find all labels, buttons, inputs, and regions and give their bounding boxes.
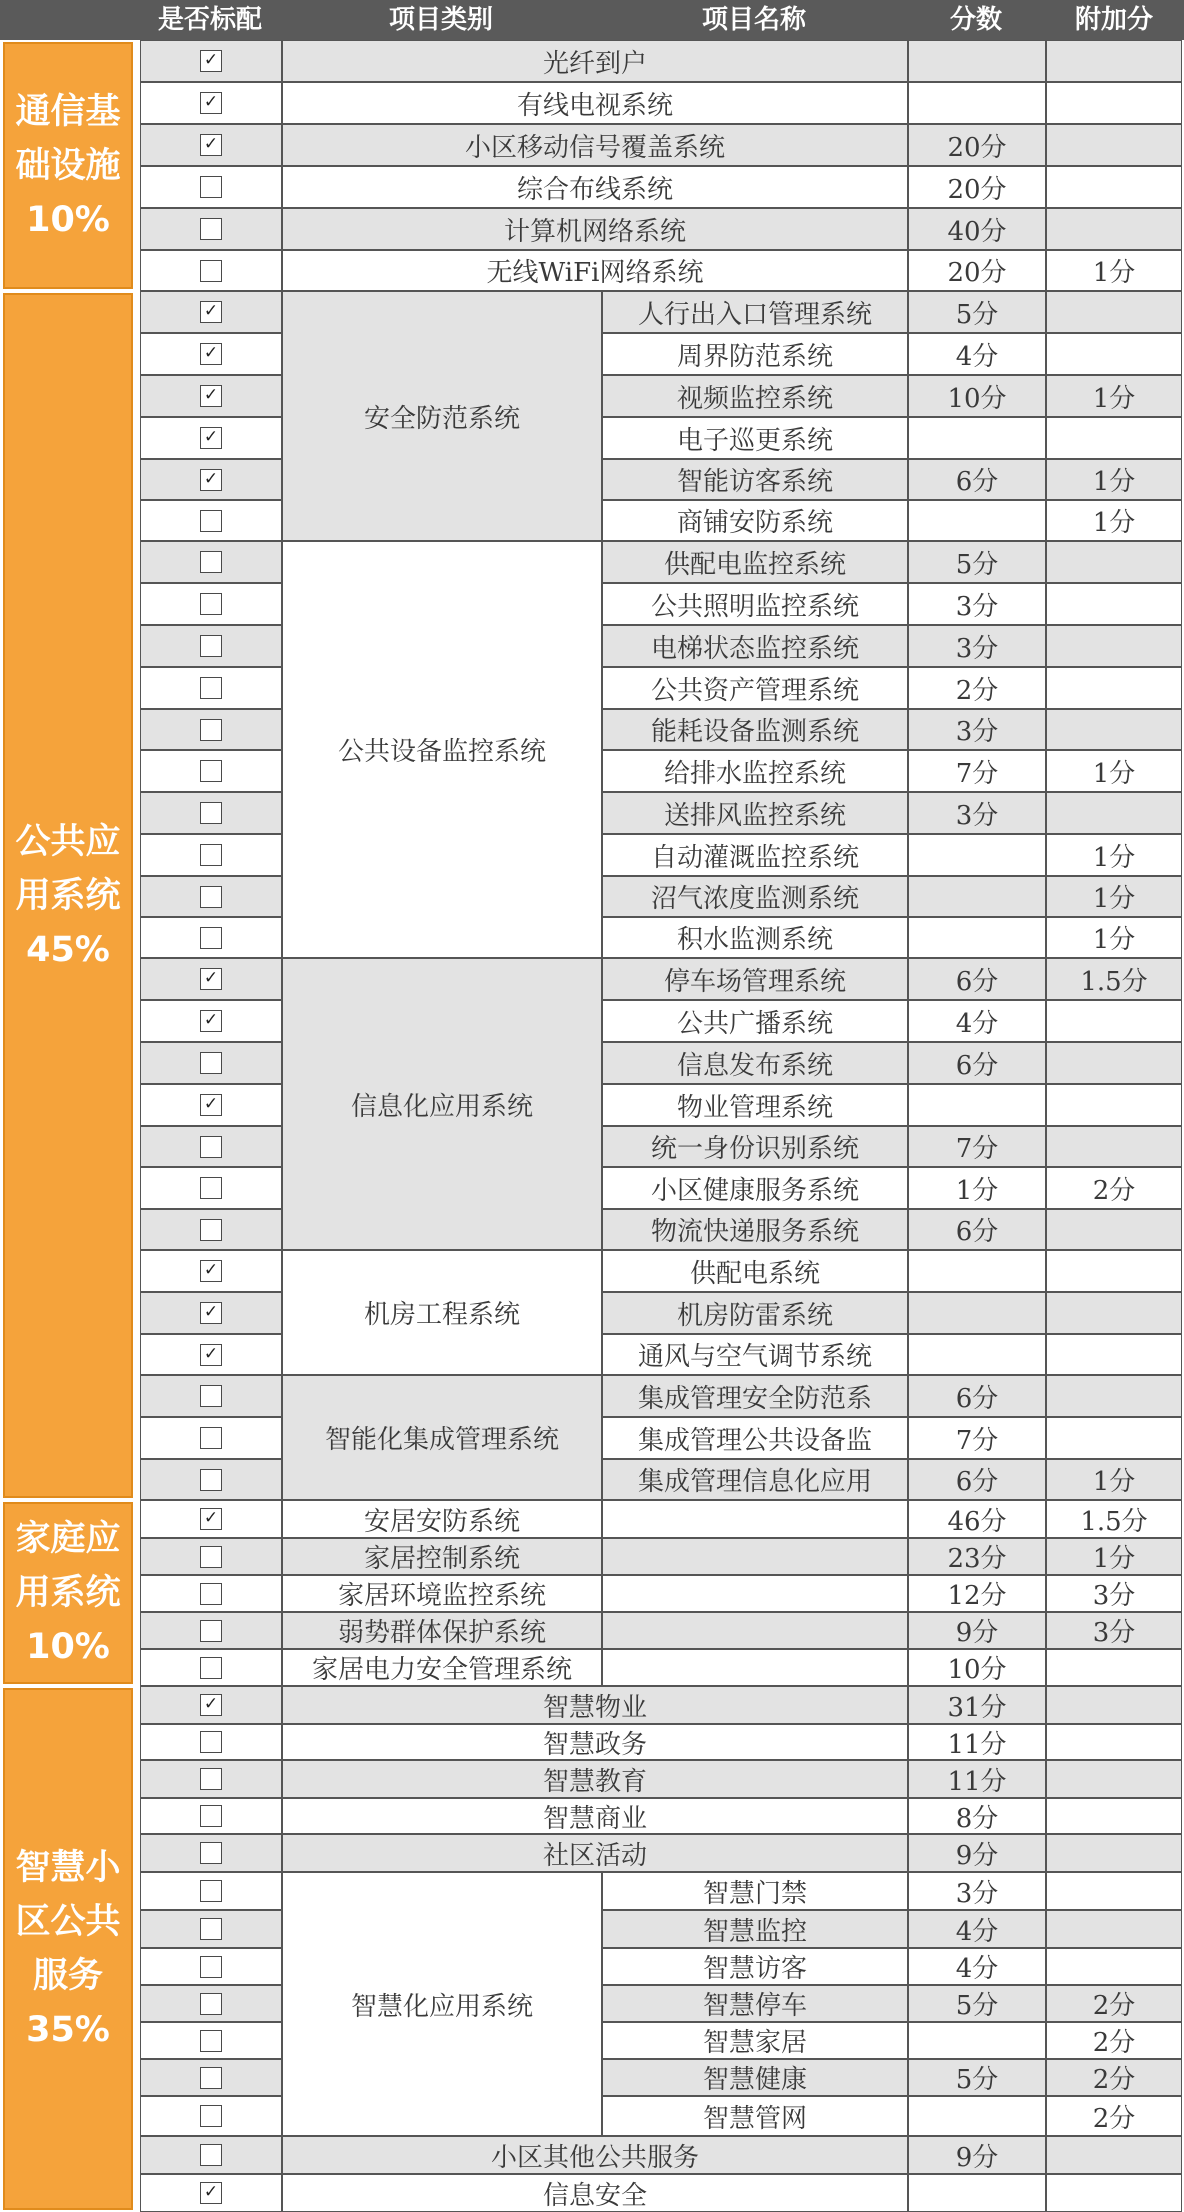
item-name: 小区健康服务系统 bbox=[602, 1167, 908, 1209]
item-bonus: 2分 bbox=[1046, 2059, 1182, 2096]
item-bonus bbox=[1046, 792, 1182, 834]
item-bonus bbox=[1046, 1417, 1182, 1459]
item-bonus bbox=[1046, 1375, 1182, 1417]
item-score bbox=[908, 876, 1046, 917]
checked-checkbox[interactable]: ✓ bbox=[200, 301, 222, 323]
item-name: 周界防范系统 bbox=[602, 333, 908, 375]
unchecked-checkbox[interactable] bbox=[200, 1880, 222, 1902]
item-score: 3分 bbox=[908, 625, 1046, 667]
item-score: 10分 bbox=[908, 1649, 1046, 1686]
checked-checkbox[interactable]: ✓ bbox=[200, 1010, 222, 1032]
section-label bbox=[3, 293, 133, 1498]
item-score bbox=[908, 417, 1046, 459]
checked-checkbox[interactable]: ✓ bbox=[200, 469, 222, 491]
item-name: 集成管理信息化应用 bbox=[602, 1459, 908, 1500]
checked-checkbox[interactable]: ✓ bbox=[200, 343, 222, 365]
unchecked-checkbox[interactable] bbox=[200, 635, 222, 657]
unchecked-checkbox[interactable] bbox=[200, 927, 222, 949]
standard-checkbox-cell bbox=[140, 1209, 282, 1250]
category-label: 智慧化应用系统 bbox=[282, 1872, 602, 2136]
checked-checkbox[interactable]: ✓ bbox=[200, 2182, 222, 2204]
standard-checkbox-cell bbox=[140, 417, 282, 459]
item-name: 通风与空气调节系统 bbox=[602, 1334, 908, 1375]
header-bonus: 附加分 bbox=[1074, 5, 1153, 35]
unchecked-checkbox[interactable] bbox=[200, 218, 222, 240]
item-score bbox=[908, 1084, 1046, 1126]
item-name: 能耗设备监测系统 bbox=[602, 709, 908, 750]
standard-checkbox-cell bbox=[140, 166, 282, 208]
item-score: 7分 bbox=[908, 750, 1046, 792]
item-bonus bbox=[1046, 291, 1182, 333]
category-label: 智能化集成管理系统 bbox=[282, 1375, 602, 1500]
standard-checkbox-cell bbox=[140, 500, 282, 541]
unchecked-checkbox[interactable] bbox=[200, 1136, 222, 1158]
unchecked-checkbox[interactable] bbox=[200, 2030, 222, 2052]
standard-checkbox-cell bbox=[140, 876, 282, 917]
item-bonus: 1分 bbox=[1046, 834, 1182, 876]
item-score: 8分 bbox=[908, 1798, 1046, 1834]
item-name: 智慧访客 bbox=[602, 1948, 908, 1985]
item-score bbox=[908, 2174, 1046, 2212]
standard-checkbox-cell bbox=[140, 1948, 282, 1985]
standard-checkbox-cell bbox=[140, 2174, 282, 2212]
standard-checkbox-cell bbox=[140, 709, 282, 750]
item-bonus: 1分 bbox=[1046, 375, 1182, 417]
standard-checkbox-cell bbox=[140, 1084, 282, 1126]
item-bonus: 1分 bbox=[1046, 500, 1182, 541]
item-bonus: 3分 bbox=[1046, 1612, 1182, 1649]
item-name: 送排风监控系统 bbox=[602, 792, 908, 834]
standard-checkbox-cell bbox=[140, 958, 282, 1000]
unchecked-checkbox[interactable] bbox=[200, 1657, 222, 1679]
standard-checkbox-cell bbox=[140, 1417, 282, 1459]
standard-checkbox-cell bbox=[140, 1459, 282, 1500]
standard-checkbox-cell bbox=[140, 1250, 282, 1292]
item-bonus bbox=[1046, 667, 1182, 709]
checked-checkbox[interactable]: ✓ bbox=[200, 1094, 222, 1116]
item-name: 视频监控系统 bbox=[602, 375, 908, 417]
item-bonus: 1分 bbox=[1046, 917, 1182, 958]
standard-checkbox-cell bbox=[140, 1686, 282, 1724]
item-name: 智慧停车 bbox=[602, 1985, 908, 2022]
standard-checkbox-cell bbox=[140, 250, 282, 291]
standard-checkbox-cell bbox=[140, 792, 282, 834]
item-score: 23分 bbox=[908, 1538, 1046, 1575]
item-score bbox=[908, 1250, 1046, 1292]
item-name: 智慧门禁 bbox=[602, 1872, 908, 1910]
unchecked-checkbox[interactable] bbox=[200, 1469, 222, 1491]
standard-checkbox-cell bbox=[140, 1985, 282, 2022]
item-bonus: 1分 bbox=[1046, 1459, 1182, 1500]
item-name bbox=[602, 1612, 908, 1649]
item-bonus bbox=[1046, 124, 1182, 166]
item-score: 9分 bbox=[908, 2136, 1046, 2174]
standard-checkbox-cell bbox=[140, 124, 282, 166]
item-bonus: 1分 bbox=[1046, 876, 1182, 917]
unchecked-checkbox[interactable] bbox=[200, 593, 222, 615]
unchecked-checkbox[interactable] bbox=[200, 677, 222, 699]
item-score: 9分 bbox=[908, 1612, 1046, 1649]
item-bonus: 3分 bbox=[1046, 1575, 1182, 1612]
item-name: 公共广播系统 bbox=[602, 1000, 908, 1042]
item-name: 小区其他公共服务 bbox=[282, 2136, 908, 2174]
standard-checkbox-cell bbox=[140, 1649, 282, 1686]
item-bonus bbox=[1046, 208, 1182, 250]
item-bonus bbox=[1046, 417, 1182, 459]
item-score bbox=[908, 834, 1046, 876]
item-bonus bbox=[1046, 1084, 1182, 1126]
item-bonus bbox=[1046, 1834, 1182, 1872]
category-label: 家居控制系统 bbox=[282, 1538, 602, 1575]
standard-checkbox-cell bbox=[140, 750, 282, 792]
item-score bbox=[908, 2022, 1046, 2059]
standard-checkbox-cell bbox=[140, 1292, 282, 1334]
standard-checkbox-cell bbox=[140, 583, 282, 625]
item-bonus: 1.5分 bbox=[1046, 958, 1182, 1000]
header-item-name: 项目名称 bbox=[701, 5, 806, 35]
item-name: 人行出入口管理系统 bbox=[602, 291, 908, 333]
item-score: 4分 bbox=[908, 333, 1046, 375]
item-score: 7分 bbox=[908, 1126, 1046, 1167]
item-name: 有线电视系统 bbox=[282, 82, 908, 124]
item-name: 智慧教育 bbox=[282, 1760, 908, 1798]
unchecked-checkbox[interactable] bbox=[200, 2144, 222, 2166]
item-name: 无线WiFi网络系统 bbox=[282, 250, 908, 291]
item-name: 集成管理安全防范系 bbox=[602, 1375, 908, 1417]
item-bonus: 1.5分 bbox=[1046, 1500, 1182, 1538]
item-score: 46分 bbox=[908, 1500, 1046, 1538]
checked-checkbox[interactable]: ✓ bbox=[200, 1344, 222, 1366]
standard-checkbox-cell bbox=[140, 625, 282, 667]
item-score: 5分 bbox=[908, 1985, 1046, 2022]
unchecked-checkbox[interactable] bbox=[200, 1956, 222, 1978]
table-header bbox=[0, 0, 1184, 40]
item-score bbox=[908, 82, 1046, 124]
unchecked-checkbox[interactable] bbox=[200, 551, 222, 573]
item-score: 9分 bbox=[908, 1834, 1046, 1872]
item-name: 物业管理系统 bbox=[602, 1084, 908, 1126]
unchecked-checkbox[interactable] bbox=[200, 1177, 222, 1199]
item-name bbox=[602, 1538, 908, 1575]
category-label: 家居环境监控系统 bbox=[282, 1575, 602, 1612]
standard-checkbox-cell bbox=[140, 459, 282, 500]
standard-checkbox-cell bbox=[140, 541, 282, 583]
category-label: 机房工程系统 bbox=[282, 1250, 602, 1375]
item-bonus bbox=[1046, 2174, 1182, 2212]
item-bonus: 2分 bbox=[1046, 2022, 1182, 2059]
standard-checkbox-cell bbox=[140, 2136, 282, 2174]
standard-checkbox-cell bbox=[140, 917, 282, 958]
item-name: 智慧监控 bbox=[602, 1910, 908, 1948]
item-bonus: 2分 bbox=[1046, 2096, 1182, 2136]
item-name: 智慧政务 bbox=[282, 1724, 908, 1760]
item-score: 6分 bbox=[908, 459, 1046, 500]
header-standard: 是否标配 bbox=[157, 5, 262, 35]
item-name: 机房防雷系统 bbox=[602, 1292, 908, 1334]
item-score: 20分 bbox=[908, 166, 1046, 208]
item-name: 给排水监控系统 bbox=[602, 750, 908, 792]
item-name: 电梯状态监控系统 bbox=[602, 625, 908, 667]
item-name: 综合布线系统 bbox=[282, 166, 908, 208]
checked-checkbox[interactable]: ✓ bbox=[200, 1260, 222, 1282]
standard-checkbox-cell bbox=[140, 1612, 282, 1649]
unchecked-checkbox[interactable] bbox=[200, 1918, 222, 1940]
item-score: 11分 bbox=[908, 1760, 1046, 1798]
item-bonus bbox=[1046, 1126, 1182, 1167]
standard-checkbox-cell bbox=[140, 82, 282, 124]
item-bonus bbox=[1046, 1872, 1182, 1910]
section-label-text: 通信基 础设施 10% bbox=[15, 91, 121, 240]
header-score: 分数 bbox=[949, 5, 1002, 35]
unchecked-checkbox[interactable] bbox=[200, 2067, 222, 2089]
item-name: 信息安全 bbox=[282, 2174, 908, 2212]
standard-checkbox-cell bbox=[140, 2022, 282, 2059]
standard-checkbox-cell bbox=[140, 40, 282, 82]
item-score: 6分 bbox=[908, 1375, 1046, 1417]
item-name: 智慧管网 bbox=[602, 2096, 908, 2136]
item-score bbox=[908, 500, 1046, 541]
unchecked-checkbox[interactable] bbox=[200, 886, 222, 908]
item-score: 5分 bbox=[908, 291, 1046, 333]
section-label-text: 公共应 用系统 45% bbox=[15, 821, 121, 970]
item-score: 3分 bbox=[908, 1872, 1046, 1910]
item-bonus bbox=[1046, 1334, 1182, 1375]
item-score: 1分 bbox=[908, 1167, 1046, 1209]
unchecked-checkbox[interactable] bbox=[200, 1731, 222, 1753]
item-name: 公共照明监控系统 bbox=[602, 583, 908, 625]
unchecked-checkbox[interactable] bbox=[200, 802, 222, 824]
unchecked-checkbox[interactable] bbox=[200, 760, 222, 782]
unchecked-checkbox[interactable] bbox=[200, 1842, 222, 1864]
standard-checkbox-cell bbox=[140, 333, 282, 375]
item-bonus bbox=[1046, 333, 1182, 375]
item-score: 6分 bbox=[908, 1459, 1046, 1500]
category-label: 信息化应用系统 bbox=[282, 958, 602, 1250]
item-bonus bbox=[1046, 166, 1182, 208]
standard-checkbox-cell bbox=[140, 1575, 282, 1612]
item-name: 光纤到户 bbox=[282, 40, 908, 82]
item-name bbox=[602, 1500, 908, 1538]
unchecked-checkbox[interactable] bbox=[200, 1583, 222, 1605]
item-name: 自动灌溉监控系统 bbox=[602, 834, 908, 876]
item-bonus bbox=[1046, 1292, 1182, 1334]
category-label: 家居电力安全管理系统 bbox=[282, 1649, 602, 1686]
item-bonus bbox=[1046, 625, 1182, 667]
item-name: 电子巡更系统 bbox=[602, 417, 908, 459]
standard-checkbox-cell bbox=[140, 1872, 282, 1910]
checked-checkbox[interactable]: ✓ bbox=[200, 50, 222, 72]
item-name bbox=[602, 1649, 908, 1686]
item-score: 3分 bbox=[908, 792, 1046, 834]
item-score: 10分 bbox=[908, 375, 1046, 417]
standard-checkbox-cell bbox=[140, 1000, 282, 1042]
category-label: 弱势群体保护系统 bbox=[282, 1612, 602, 1649]
item-bonus bbox=[1046, 1910, 1182, 1948]
item-name: 积水监测系统 bbox=[602, 917, 908, 958]
item-score: 20分 bbox=[908, 250, 1046, 291]
category-label: 公共设备监控系统 bbox=[282, 541, 602, 958]
item-score: 4分 bbox=[908, 1948, 1046, 1985]
item-score: 12分 bbox=[908, 1575, 1046, 1612]
unchecked-checkbox[interactable] bbox=[200, 1427, 222, 1449]
item-score bbox=[908, 1334, 1046, 1375]
item-bonus bbox=[1046, 1250, 1182, 1292]
item-name: 公共资产管理系统 bbox=[602, 667, 908, 709]
item-bonus bbox=[1046, 541, 1182, 583]
item-bonus bbox=[1046, 1798, 1182, 1834]
item-name: 统一身份识别系统 bbox=[602, 1126, 908, 1167]
unchecked-checkbox[interactable] bbox=[200, 719, 222, 741]
item-name bbox=[602, 1575, 908, 1612]
unchecked-checkbox[interactable] bbox=[200, 1546, 222, 1568]
item-name: 供配电系统 bbox=[602, 1250, 908, 1292]
item-score: 6分 bbox=[908, 1209, 1046, 1250]
item-score: 3分 bbox=[908, 583, 1046, 625]
unchecked-checkbox[interactable] bbox=[200, 1993, 222, 2015]
standard-checkbox-cell bbox=[140, 834, 282, 876]
standard-checkbox-cell bbox=[140, 208, 282, 250]
checked-checkbox[interactable]: ✓ bbox=[200, 134, 222, 156]
item-bonus: 1分 bbox=[1046, 459, 1182, 500]
standard-checkbox-cell bbox=[140, 1042, 282, 1084]
item-bonus: 1分 bbox=[1046, 1538, 1182, 1575]
category-label: 安居安防系统 bbox=[282, 1500, 602, 1538]
item-bonus bbox=[1046, 1760, 1182, 1798]
item-name: 小区移动信号覆盖系统 bbox=[282, 124, 908, 166]
header-category: 项目类别 bbox=[388, 5, 493, 35]
item-bonus bbox=[1046, 583, 1182, 625]
item-score: 31分 bbox=[908, 1686, 1046, 1724]
item-name: 智慧健康 bbox=[602, 2059, 908, 2096]
item-score: 6分 bbox=[908, 958, 1046, 1000]
checked-checkbox[interactable]: ✓ bbox=[200, 1302, 222, 1324]
item-bonus bbox=[1046, 1686, 1182, 1724]
item-bonus bbox=[1046, 1000, 1182, 1042]
item-name: 智慧家居 bbox=[602, 2022, 908, 2059]
item-name: 智慧物业 bbox=[282, 1686, 908, 1724]
checked-checkbox[interactable]: ✓ bbox=[200, 1508, 222, 1530]
item-name: 信息发布系统 bbox=[602, 1042, 908, 1084]
unchecked-checkbox[interactable] bbox=[200, 260, 222, 282]
unchecked-checkbox[interactable] bbox=[200, 1620, 222, 1642]
checked-checkbox[interactable]: ✓ bbox=[200, 92, 222, 114]
item-score: 40分 bbox=[908, 208, 1046, 250]
item-score: 5分 bbox=[908, 541, 1046, 583]
standard-checkbox-cell bbox=[140, 1910, 282, 1948]
standard-checkbox-cell bbox=[140, 1724, 282, 1760]
item-name: 物流快递服务系统 bbox=[602, 1209, 908, 1250]
unchecked-checkbox[interactable] bbox=[200, 1768, 222, 1790]
item-bonus bbox=[1046, 40, 1182, 82]
category-label: 安全防范系统 bbox=[282, 291, 602, 541]
unchecked-checkbox[interactable] bbox=[200, 1385, 222, 1407]
section-label-text: 智慧小 区公共 服务 35% bbox=[15, 1848, 121, 2050]
standard-checkbox-cell bbox=[140, 1798, 282, 1834]
standard-checkbox-cell bbox=[140, 375, 282, 417]
item-name: 计算机网络系统 bbox=[282, 208, 908, 250]
item-score: 3分 bbox=[908, 709, 1046, 750]
standard-checkbox-cell bbox=[140, 667, 282, 709]
item-score: 11分 bbox=[908, 1724, 1046, 1760]
item-name: 商铺安防系统 bbox=[602, 500, 908, 541]
item-bonus: 2分 bbox=[1046, 1985, 1182, 2022]
item-bonus: 1分 bbox=[1046, 750, 1182, 792]
unchecked-checkbox[interactable] bbox=[200, 844, 222, 866]
item-score bbox=[908, 917, 1046, 958]
item-score bbox=[908, 40, 1046, 82]
item-name: 供配电监控系统 bbox=[602, 541, 908, 583]
checked-checkbox[interactable]: ✓ bbox=[200, 427, 222, 449]
standard-checkbox-cell bbox=[140, 1500, 282, 1538]
checked-checkbox[interactable]: ✓ bbox=[200, 385, 222, 407]
item-score: 2分 bbox=[908, 667, 1046, 709]
item-bonus bbox=[1046, 2136, 1182, 2174]
item-bonus bbox=[1046, 709, 1182, 750]
unchecked-checkbox[interactable] bbox=[200, 1805, 222, 1827]
item-score bbox=[908, 2096, 1046, 2136]
item-bonus: 1分 bbox=[1046, 250, 1182, 291]
section-label-text: 家庭应 用系统 10% bbox=[15, 1519, 121, 1667]
item-bonus bbox=[1046, 1042, 1182, 1084]
unchecked-checkbox[interactable] bbox=[200, 1052, 222, 1074]
item-bonus bbox=[1046, 1724, 1182, 1760]
unchecked-checkbox[interactable] bbox=[200, 510, 222, 532]
item-name: 沼气浓度监测系统 bbox=[602, 876, 908, 917]
standard-checkbox-cell bbox=[140, 1334, 282, 1375]
item-score: 4分 bbox=[908, 1910, 1046, 1948]
item-name: 集成管理公共设备监 bbox=[602, 1417, 908, 1459]
standard-checkbox-cell bbox=[140, 1375, 282, 1417]
standard-checkbox-cell bbox=[140, 1834, 282, 1872]
unchecked-checkbox[interactable] bbox=[200, 2105, 222, 2127]
item-bonus bbox=[1046, 1209, 1182, 1250]
item-name: 智能访客系统 bbox=[602, 459, 908, 500]
standard-checkbox-cell bbox=[140, 1126, 282, 1167]
item-bonus bbox=[1046, 1948, 1182, 1985]
section-label bbox=[3, 1688, 133, 2210]
item-score: 6分 bbox=[908, 1042, 1046, 1084]
unchecked-checkbox[interactable] bbox=[200, 1219, 222, 1241]
item-score: 20分 bbox=[908, 124, 1046, 166]
standard-checkbox-cell bbox=[140, 2096, 282, 2136]
item-score: 5分 bbox=[908, 2059, 1046, 2096]
item-name: 社区活动 bbox=[282, 1834, 908, 1872]
standard-checkbox-cell bbox=[140, 1760, 282, 1798]
item-name: 智慧商业 bbox=[282, 1798, 908, 1834]
section-label bbox=[3, 42, 133, 289]
standard-checkbox-cell bbox=[140, 291, 282, 333]
checked-checkbox[interactable]: ✓ bbox=[200, 1694, 222, 1716]
checked-checkbox[interactable]: ✓ bbox=[200, 968, 222, 990]
item-score bbox=[908, 1292, 1046, 1334]
unchecked-checkbox[interactable] bbox=[200, 176, 222, 198]
item-bonus bbox=[1046, 1649, 1182, 1686]
section-label bbox=[3, 1502, 133, 1684]
item-bonus bbox=[1046, 82, 1182, 124]
standard-checkbox-cell bbox=[140, 1538, 282, 1575]
item-name: 停车场管理系统 bbox=[602, 958, 908, 1000]
item-bonus: 2分 bbox=[1046, 1167, 1182, 1209]
standard-checkbox-cell bbox=[140, 1167, 282, 1209]
item-score: 7分 bbox=[908, 1417, 1046, 1459]
item-score: 4分 bbox=[908, 1000, 1046, 1042]
standard-checkbox-cell bbox=[140, 2059, 282, 2096]
